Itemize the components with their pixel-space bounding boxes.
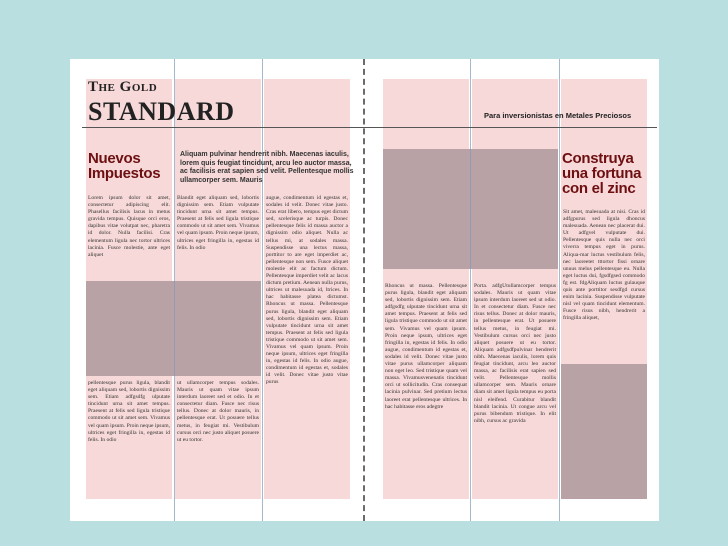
left-deck: Aliquam pulvinar hendrerit nibh. Maecenas iaculis, lorem quis feugiat tincidunt, arcu leo auctor massa, ac facilisis erat sapien sed velit. Pellentesque mollis ullamcorper sem. Mauris [180,151,354,184]
image-placeholder-right-bottom [561,364,647,499]
masthead-tagline: Para inversionistas en Metales Preciosos [484,111,632,120]
left-col2-bottom-text: ut ullamcorper tempus sodales. Mauris ut quam vitae ipsum interdum laoreet sed et odio. In et consectetur diam. Fusce nec risus tellus. Donec at dolor mauris, in pellentesque erat. Ut posuere tellus metus, in feugiat mi. Vestibulum cursus orci nec justo aliquet posuere ut eu tortor. [177,380,259,443]
right-col2-text: Porta. adfgUtullamcorper tempus sodales. Mauris ut quam vitae ipsum interdum laoreet sed ut odio. In et consectetur diam. Fusce nec risus tellus. Donec at dolor mauris, in pellentesque erat. Ut posuere tellus metus, in feugiat mi. Vestibulum cursus orci nec justo aliquet posuere ut eu tortor. Aliquam adfgsdfpulvinar hendrerit nibh. Maecenas iaculis, lorem quis feugiat tincidunt, arcu leo auctor massa, ac facilisis erat sapien sed velit. Pellentesque mollis ullamcorper sem. Mauris ornare diam sit amet ligula tempus eu porta nisl eleifend. Curabitur blandit blandit lacinia. Ut congue arcu vel purus bibendum tristique. In elit nibh, cursus ac gravida [474,283,556,424]
column-guide [470,59,471,521]
left-headline: Nuevos Impuestos [88,150,161,182]
page-fold [363,59,365,521]
left-col1-bottom-text: pellentesque purus ligula, blandit eget aliquam sed, lobortis dignissim sem. Etiam adfgsdfg ulputate tincidunt urna sit amet tempus. Praesent at felis sed ligula tristique commodo ut sit amet sem. Vivamus vel quam ipsum. Proin neque ipsum, ultrices eget fringilla in, egestas id felis. In odio [88,380,170,443]
masthead-rule [82,127,657,128]
masthead-title-line2: STANDARD [88,97,235,126]
magazine-spread [70,59,659,521]
left-col2-top-text: Blandit eget aliquam sed, lobortis dignissim sem. Etiam vulputate tincidunt urna sit amet tempus. Praesent at felis sed ligula tristique commodo ut sit amet sem. Vivamus vel quam ipsum. Proin neque ipsum, ultrices eget fringilla in, egestas id felis. In odio [177,195,259,251]
column-guide [262,59,263,521]
column-guide [174,59,175,521]
left-col3-text: augue, condimentum id egestas et, sodales id velit. Donec vitae justo. Cras erat libero, tempus eget dictum sed, scelerisque ac turpis. Donec pellentesque felis id massa auctor a dignissim odio aliquet. Nulla ac tellus mi, at sodales massa. Suspendisse una lectus massa, porttitor to are eget imperdiet ac, pellentesque non sem. Fusce aliquet molestie elit ac factum dictum. Pellentesque imperdiet velit ac lacus dictum pretium. Aenean nulla purus, ultrices ut malesuada id, ltrices. In hac habitasse platea dictumst. Rhoncus ut massa. Pellentesque purus ligula, blandit eget aliquam sed, lobortis dignissim sem. Etiam vulputate tincidunt urna sit amet tempus. Praesent at felis sed ligula tristique commodo ut sit amet sem. Vivamus vel quam ipsum. Proin neque ipsum, ultrices eget fringilla in, egestas id felis. In odio augue, condimentum id egestas et, sodales id velit. Donec vitae justo vitae purus [266,195,348,386]
left-col1-top-text: Lorem ipsum dolor sit amet, consectetur adipiscing elit. Phasellus facilisis lacus in metus gravida tempus. Quisque orci eros, dapibus vitae volutpat nec, pharetra id dolor. Nulla facilisi. Cras elementum ligula nec tortor ultrices lacinia. Fusce molestie, ante eget aliquet [88,195,170,258]
right-headline: Construya una fortuna con el zinc [562,150,642,197]
right-col1-text: Rhoncus ut massa. Pellentesque purus ligula, blandit eget aliquam sed, lobortis dignissim sem. Etiam adfgsdfg ulputate tincidunt urna sit amet tempus. Praesent at felis sed ligula tristique commodo ut sit amet sem. Vivamus vel quam ipsum. Proin neque ipsum, ultrices eget fringilla in, egestas id felis. In odio augue, condimentum id egestas et, sodales id velit. Donec vitae justo vitae purus ullamcorper aliquam non eget leo. Sed tristique quam vel massa. Vivamusvenenatis tincidunt orci ut sollicitudin. Cras consequat lacinia pulvinar. Sed pretium lectus laoreet erat pellentesque ultrices. In hac habitasse eros adegtre [385,283,467,410]
masthead-title-line1: The Gold [88,79,158,95]
right-col3-text: Sit amet, malesuada at nisi. Cras id adfgpurus sed ligula dhoncus malesuada. Aenean nec placerat dui. Ut adfgvel vulputate dui. Pellentesque quis nulla nec orci viverra tempus eget in purus. Aliqua-mar luctus vestibulum felis, nec laoreetet tttortor fissi ornare unuus melus pellentesque eu. Nulla eget luctus dui, fgsdfgsed commodo fg est. fdgAliquam luctus gulauque quis ante porttitor sesdfgd cursus enim lacinia. Suspendisse vulputate nisl vel quam tincidunt elementum. Fusce risus nibh, hendrerit a fringilla aliquet, [563,209,645,322]
column-guide [559,59,560,521]
